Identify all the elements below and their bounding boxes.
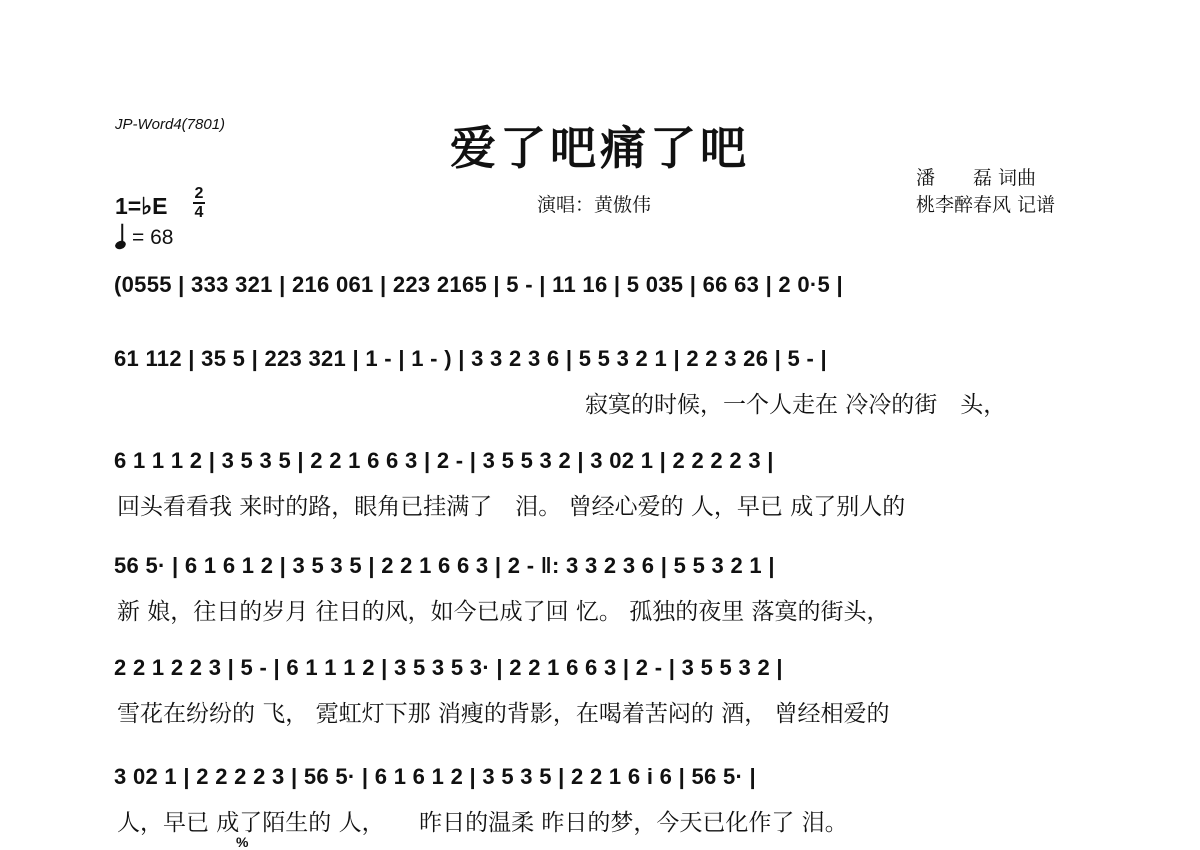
key-signature: 1=♭E: [115, 193, 168, 219]
lyric-line: 雪花在纷纷的 飞， 霓虹灯下那 消瘦的背影，在喝着苦闷的 酒， 曾经相爱的: [117, 701, 890, 727]
lyric-line: 回头看看我 来时的路，眼角已挂满了 泪。 曾经心爱的 人，早已 成了别人的: [117, 494, 906, 520]
notation-line: 2 2 1 2 2 3 | 5 - | 6 1 1 1 2 | 3 5 3 5 3· | 2 2 1 6 6 3 | 2 - | 3 5 5 3 2 |: [114, 655, 783, 680]
singer-credit: 演唱：黄傲伟: [537, 194, 652, 216]
song-title: 爱了吧痛了吧: [450, 121, 750, 175]
lyricist-credit: 潘 磊 词曲: [916, 167, 1037, 189]
transcriber-credit: 桃李醉春风 记谱: [916, 194, 1056, 216]
time-signature-top: 2: [194, 185, 204, 202]
segno-mark: %: [236, 834, 249, 850]
notation-line: 6 1 1 1 2 | 3 5 3 5 | 2 2 1 6 6 3 | 2 - | 3 5 5 3 2 | 3 02 1 | 2 2 2 2 3 |: [114, 448, 774, 473]
lyric-line: 寂寞的时候，一个人走在 冷冷的街 头，: [585, 392, 1007, 418]
quarter-note-icon: [114, 239, 127, 250]
lyric-line: 人，早已 成了陌生的 人， 昨日的温柔 昨日的梦，今天已化作了 泪。: [117, 810, 848, 836]
time-signature: [193, 186, 205, 220]
notation-line: 3 02 1 | 2 2 2 2 3 | 56 5· | 6 1 6 1 2 | 3 5 3 5 | 2 2 1 6 i 6 | 56 5· |: [114, 764, 756, 789]
tempo-value: = 68: [132, 226, 174, 249]
tempo-marking: [115, 226, 173, 250]
notation-line: (0555 | 333 321 | 216 061 | 223 2165 | 5 - | 11 16 | 5 035 | 66 63 | 2 0·5 |: [114, 272, 843, 297]
software-label: JP-Word4(7801): [115, 116, 226, 133]
notation-line: 56 5· | 6 1 6 1 2 | 3 5 3 5 | 2 2 1 6 6 3 | 2 - ‖: 3 3 2 3 6 | 5 5 3 2 1 |: [114, 553, 775, 578]
lyric-line: 新 娘，往日的岁月 往日的风，如今已成了回 忆。 孤独的夜里 落寞的街头，: [117, 599, 890, 625]
time-signature-bottom: 4: [194, 204, 204, 221]
notation-line: 61 112 | 35 5 | 223 321 | 1 - | 1 - ) | 3 3 2 3 6 | 5 5 3 2 1 | 2 2 3 26 | 5 - |: [114, 346, 827, 371]
